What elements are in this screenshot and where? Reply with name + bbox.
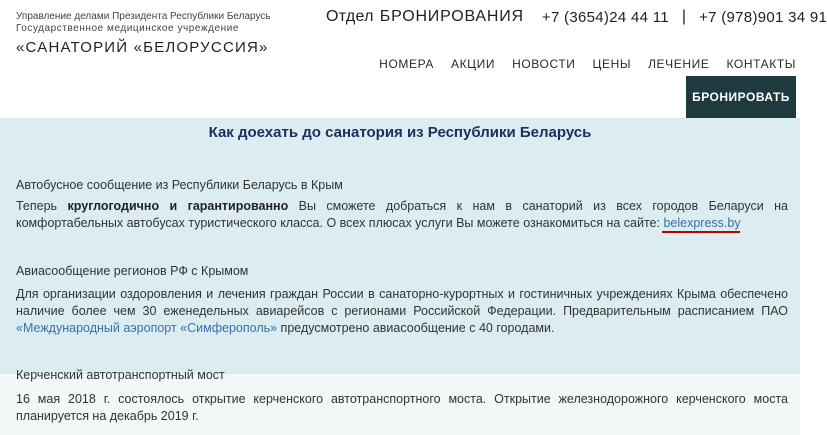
- section-text-air: [16, 286, 788, 337]
- book-button[interactable]: БРОНИРОВАТЬ: [686, 76, 796, 118]
- bus-text-bold: круглогодично и гарантированно: [67, 199, 289, 213]
- site-header: [0, 0, 827, 118]
- link-highlight-underline: [662, 231, 740, 233]
- org-line-1: Управление делами Президента Республики Беларусь: [16, 11, 271, 22]
- section-heading-bridge: Керченский автотранспортный мост: [16, 368, 225, 382]
- org-line-2: Государственное медицинское учреждение: [16, 23, 239, 34]
- department-label: Отдел: [326, 8, 374, 25]
- belexpress-link[interactable]: belexpress.by: [663, 216, 741, 230]
- section-heading-air: Авиасообщение регионов РФ с Крымом: [16, 264, 249, 278]
- air-text-post: предусмотрено авиасообщение с 40 городами.: [277, 321, 555, 335]
- airport-link[interactable]: «Международный аэропорт «Симферополь»: [16, 321, 278, 335]
- air-text-pre: Для организации оздоровления и лечения граждан России в санаторно-курортных и гостиничных учреждениях Крыма обеспечено наличие более чем 30 еженедельных авиарейсов с регионами Российской Федерации. Предварительным расписанием ПАО: [16, 287, 788, 318]
- main-nav: [362, 57, 796, 71]
- nav-item-promotions[interactable]: АКЦИИ: [450, 57, 496, 71]
- nav-item-news[interactable]: НОВОСТИ: [512, 57, 576, 71]
- nav-item-prices[interactable]: ЦЕНЫ: [592, 57, 632, 71]
- page-title: Как доехать до санатория из Республики Беларусь: [208, 124, 592, 141]
- section-text-bus: [16, 198, 788, 232]
- nav-item-rooms[interactable]: НОМЕРА: [379, 57, 434, 71]
- department-name: БРОНИРОВАНИЯ: [379, 8, 524, 25]
- phone-link-2[interactable]: +7 (978)901 34 91: [699, 8, 827, 26]
- section-heading-bus: Автобусное сообщение из Республики Беларусь в Крым: [16, 178, 343, 192]
- section-text-bridge: 16 мая 2018 г. состоялось открытие керченского автотранспортного моста. Открытие железнодорожного керченского моста планируется на декабрь 2019 г.: [16, 392, 788, 423]
- brand-name: «САНАТОРИЙ «БЕЛОРУССИЯ»: [16, 39, 269, 56]
- bus-text-mid: Вы сможете добраться к нам в санаторий из всех городов Беларуси на комфортабельных автобусах туристического класса. О всех плюсах услуги Вы можете ознакомиться на сайте:: [16, 199, 788, 230]
- contact-row: [326, 6, 827, 28]
- main-content: [0, 118, 800, 435]
- nav-item-treatment[interactable]: ЛЕЧЕНИЕ: [648, 57, 710, 71]
- organization-logo-block[interactable]: [16, 11, 271, 56]
- phone-separator: |: [681, 8, 687, 25]
- phone-link-1[interactable]: +7 (3654)24 44 11: [541, 8, 669, 26]
- nav-item-contacts[interactable]: КОНТАКТЫ: [726, 57, 796, 71]
- bus-text-pre: Теперь: [16, 199, 68, 213]
